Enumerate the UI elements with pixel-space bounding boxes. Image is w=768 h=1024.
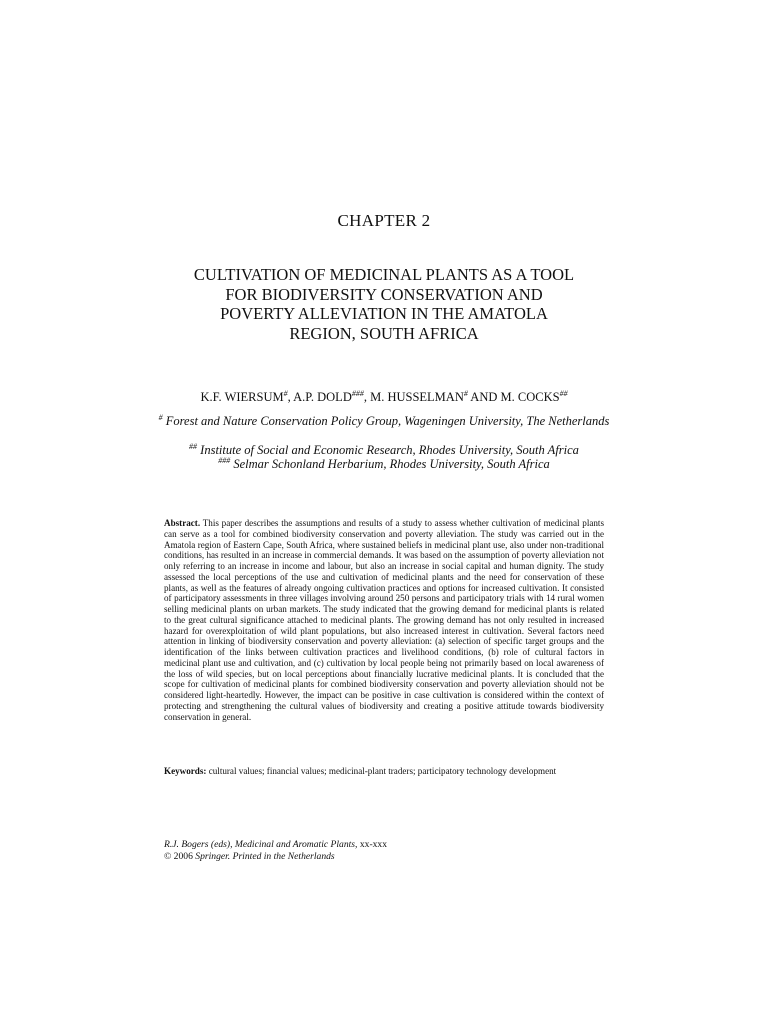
affiliation-mark: ## — [189, 442, 198, 451]
author-name: M. HUSSELMAN — [370, 390, 464, 404]
affiliation — [150, 457, 618, 472]
title-line: CULTIVATION OF MEDICINAL PLANTS AS A TOOL — [193, 265, 575, 284]
affiliation-text: Institute of Social and Economic Research, Rhodes University, South Africa — [200, 443, 579, 457]
keywords — [164, 766, 604, 777]
author-affiliation-mark: ### — [351, 389, 364, 398]
affiliation-mark: ### — [218, 456, 231, 465]
author-name: M. COCKS — [500, 390, 560, 404]
author-name: K.F. WIERSUM — [200, 390, 284, 404]
publisher-note: Springer. Printed in the Netherlands — [195, 851, 335, 862]
copyright-year: © 2006 — [164, 851, 196, 862]
author-name: A.P. DOLD — [293, 390, 352, 404]
abstract-label: Abstract. — [164, 518, 201, 528]
affiliation — [150, 414, 618, 429]
affiliation-text: Selmar Schonland Herbarium, Rhodes University, South Africa — [233, 457, 550, 471]
keywords-text: cultural values; financial values; medicinal-plant traders; participatory technology development — [208, 766, 557, 776]
affiliation-mark: # — [158, 413, 163, 422]
title-line: FOR BIODIVERSITY CONSERVATION AND — [225, 284, 543, 304]
title-line: POVERTY ALLEVIATION IN THE AMATOLA — [220, 304, 548, 323]
paper-title — [150, 265, 618, 343]
citation-line — [164, 839, 604, 851]
title-line: REGION, SOUTH AFRICA — [289, 323, 479, 343]
keywords-label: Keywords: — [164, 766, 207, 776]
citation-pages: xx-xxx — [357, 839, 388, 850]
author-separator: , — [363, 390, 371, 404]
author-affiliation-mark: ## — [559, 389, 568, 398]
chapter-heading: CHAPTER 2 — [337, 211, 431, 230]
affiliation-text: Forest and Nature Conservation Policy Group, Wageningen University, The Netherlands — [165, 414, 610, 428]
author-affiliation-mark: # — [463, 389, 468, 398]
author-list — [0, 390, 768, 405]
citation-source: R.J. Bogers (eds), Medicinal and Aromatic Plants, — [164, 839, 358, 850]
author-affiliation-mark: # — [283, 389, 288, 398]
abstract — [164, 518, 604, 722]
author-separator: AND — [467, 390, 501, 404]
abstract-text: This paper describes the assumptions and results of a study to assess whether cultivation of medicinal plants can serve as a tool for combined biodiversity conservation and poverty alleviation. The study was carried out in the Amatola region of Eastern Cape, South Africa, where sustained beliefs in medicinal plant use, also under non-traditional conditions, has resulted in an increase in commercial demands. It was based on the assumption of poverty alleviation not only referring to an increase in income and labour, but also an increase in social capital and human dignity. The study assessed the local perceptions of the use and cultivation of medicinal plants and the need for conservation of these plants, as well as the features of already ongoing cultivation practices and options for increased cultivation. It consisted of participatory assessments in three villages involving around 250 persons and participatory trials with 14 rural women selling medicinal plants on urban markets. The study indicated that the growing demand for medicinal plants is related to the great cultural significance attached to medicinal plants. The growing demand has not only resulted in increased hazard for overexploitation of wild plant populations, but also increased interest in cultivation. Several factors need attention in linking of biodiversity conservation and poverty alleviation: (a) selection of specific target groups and the identification of the links between cultivation practices and livelihood conditions, (b) role of cultural factors in medicinal plant use and cultivation, and (c) cultivation by local people being not primarily based on local awareness of the loss of wild species, but on local perceptions about financially lucrative medicinal plants. It is concluded that the scope for cultivation of medicinal plants for combined biodiversity conservation and poverty alleviation should not be considered light-heartedly. However, the impact can be positive in case cultivation is considered within the context of protecting and strengthening the cultural values of biodiversity and creating a positive attitude towards biodiversity conservation in general. — [164, 518, 605, 722]
author-separator: , — [287, 390, 294, 404]
copyright-line — [164, 851, 604, 863]
page-footer — [164, 839, 604, 863]
